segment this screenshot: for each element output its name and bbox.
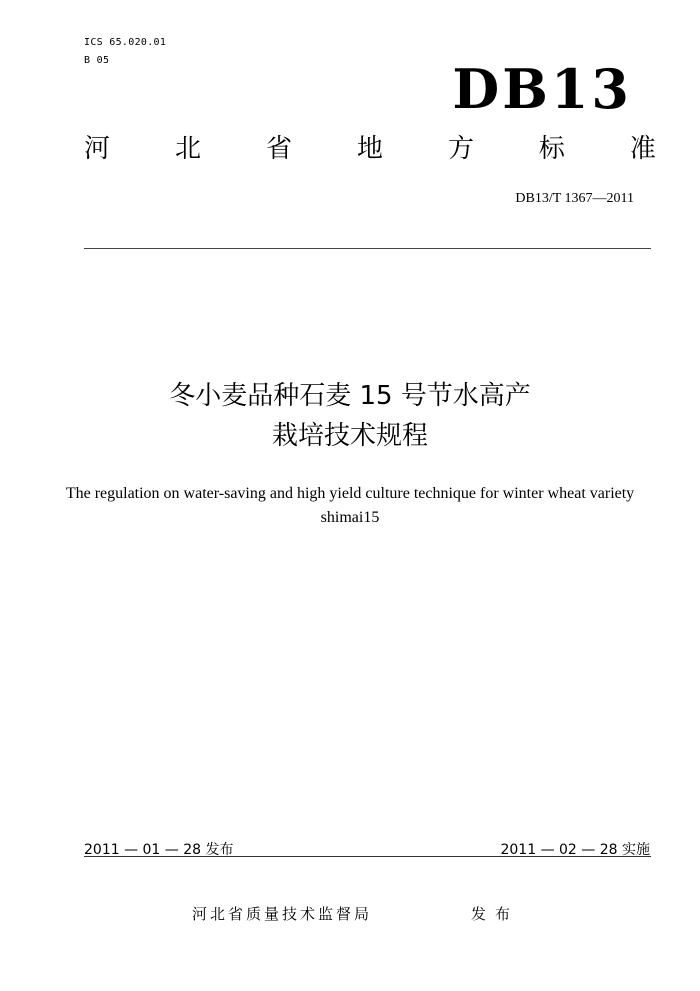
title-cn-line2: 栽培技术规程 bbox=[271, 421, 428, 451]
issuer-name: 河北省质量技术监督局 bbox=[192, 905, 373, 923]
title-cn-line1: 冬小麦品种石麦 15 号节水高产 bbox=[169, 381, 531, 411]
publish-date: 2011 — 01 — 28 发布 bbox=[84, 842, 234, 858]
implement-date: 2011 — 02 — 28 实施 bbox=[500, 842, 650, 858]
header-divider bbox=[84, 248, 651, 249]
issue-label: 发布 bbox=[471, 905, 520, 923]
standard-type-char: 标 bbox=[538, 134, 565, 164]
standard-type-char: 省 bbox=[265, 134, 292, 164]
title-en: The regulation on water-saving and high yield culture technique for winter wheat variety shimai15 bbox=[65, 485, 635, 526]
standard-type-char: 河 bbox=[84, 134, 111, 164]
db13-logo: DB13 bbox=[452, 57, 632, 121]
standard-type-heading bbox=[84, 136, 656, 162]
footer-divider bbox=[84, 856, 651, 857]
standard-type-char: 准 bbox=[629, 134, 656, 164]
standard-type-char: 地 bbox=[356, 134, 383, 164]
standard-number: DB13/T 1367—2011 bbox=[515, 191, 634, 206]
ccs-code: B 05 bbox=[84, 55, 110, 66]
standard-type-char: 方 bbox=[447, 134, 474, 164]
standard-type-char: 北 bbox=[174, 134, 201, 164]
ics-code: ICS 65.020.01 bbox=[84, 37, 167, 48]
